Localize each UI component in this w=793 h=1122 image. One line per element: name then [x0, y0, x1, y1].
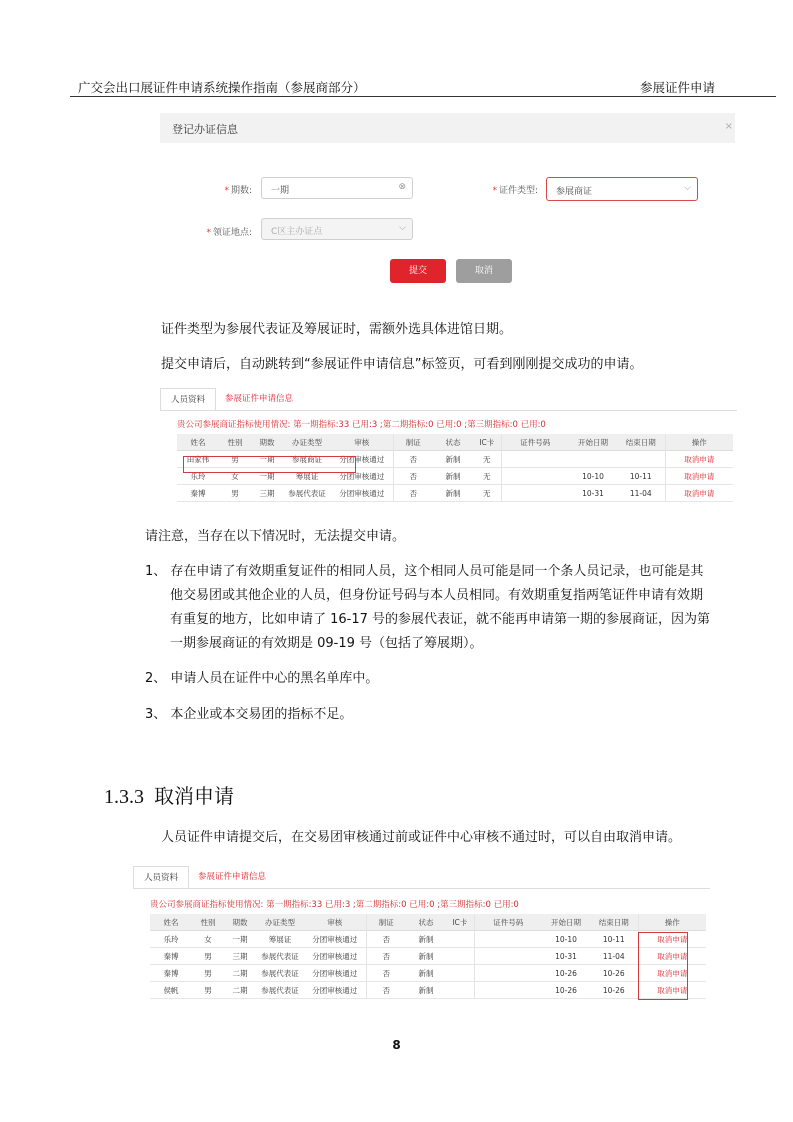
column-header: IC卡: [473, 434, 501, 451]
column-header: 证件号码: [474, 914, 542, 931]
clear-circle-icon[interactable]: ⊗: [398, 182, 406, 192]
cancel-application-link[interactable]: 取消申请: [638, 965, 706, 982]
submit-button[interactable]: 提交: [390, 259, 446, 283]
table-cell: 10-11: [590, 931, 638, 948]
paragraph-cert-type-note: 证件类型为参展代表证及筹展证时，需额外选具体进馆日期。: [161, 322, 513, 337]
section-number: 1.3.3: [104, 786, 144, 808]
application-table: [150, 914, 706, 999]
table-cell: 分团审核通过: [331, 468, 393, 485]
column-header: 操作: [665, 434, 733, 451]
tab-personnel[interactable]: 人员资料: [160, 388, 216, 410]
table-cell: [501, 485, 569, 502]
column-header: 状态: [433, 434, 473, 451]
table-cell: 新制: [433, 485, 473, 502]
table-cell: 一期: [251, 468, 283, 485]
table-cell: 一期: [251, 451, 283, 468]
table-cell: 否: [393, 485, 433, 502]
cancel-application-link[interactable]: 取消申请: [638, 931, 706, 948]
table-cell: [617, 451, 665, 468]
column-header: 办证类型: [256, 914, 304, 931]
tab-personnel[interactable]: 人员资料: [133, 866, 189, 888]
table-cell: 无: [473, 451, 501, 468]
list-item-1-line-3: 有重复的地方，比如申请了 16-17 号的参展代表证，就不能再申请第一期的参展商证，因为第: [170, 612, 711, 627]
table-row: [150, 931, 706, 948]
table-cell: 10-31: [569, 485, 617, 502]
table-cell: 10-10: [542, 931, 590, 948]
registration-form-screenshot: [160, 113, 735, 303]
section-title: 取消申请: [154, 784, 234, 808]
table-cell: 女: [192, 931, 224, 948]
table-cell: 男: [219, 485, 251, 502]
tab-application-info[interactable]: 参展证件申请信息: [197, 872, 266, 882]
table-cell: 二期: [224, 982, 256, 999]
table-cell: 三期: [224, 948, 256, 965]
table-cell: 分团审核通过: [331, 485, 393, 502]
table-cell: [446, 948, 474, 965]
table-cell: 筹展证: [283, 468, 331, 485]
table-cell: 否: [393, 451, 433, 468]
table-cell: 10-11: [617, 468, 665, 485]
table-row: [177, 451, 733, 468]
column-header: 制证: [393, 434, 433, 451]
table-cell: 分团审核通过: [331, 451, 393, 468]
table-cell: 无: [473, 468, 501, 485]
table-cell: 分团审核通过: [304, 965, 366, 982]
table-cell: [474, 948, 542, 965]
chevron-down-icon: ⌵: [684, 183, 691, 193]
table-header-row: [150, 914, 706, 931]
column-header: 期数: [251, 434, 283, 451]
table-cell: 二期: [224, 965, 256, 982]
table-cell: [474, 982, 542, 999]
paragraph-restrictions-intro: 请注意，当存在以下情况时，无法提交申请。: [145, 529, 406, 544]
table-cell: 新制: [433, 451, 473, 468]
table-cell: 参展商证: [283, 451, 331, 468]
table-cell: 一期: [224, 931, 256, 948]
table-cell: 女: [219, 468, 251, 485]
table-cell: 筹展证: [256, 931, 304, 948]
doc-header-section: 参展证件申请: [639, 80, 715, 95]
page-number: 8: [392, 1038, 401, 1052]
table-header-row: [177, 434, 733, 451]
table-cell: 参展代表证: [256, 965, 304, 982]
table-cell: [474, 965, 542, 982]
quota-status: 贵公司参展商证指标使用情况: 第一期指标:33 已用:3 ;第二期指标:0 已用:0 ;第三期指标:0 已用:0: [150, 900, 519, 910]
paragraph-cancel-description: 人员证件申请提交后，在交易团审核通过前或证件中心审核不通过时，可以自由取消申请。: [161, 830, 682, 845]
quota-status: 贵公司参展商证指标使用情况: 第一期指标:33 已用:3 ;第二期指标:0 已用:0 ;第三期指标:0 已用:0: [177, 420, 546, 430]
table-cell: 秦博: [177, 485, 219, 502]
table-cell: [446, 982, 474, 999]
table-cell: [501, 468, 569, 485]
list-item-3: 3、 本企业或本交易团的指标不足。: [145, 707, 353, 722]
period-value: 一期: [271, 186, 290, 196]
table-cell: 10-31: [542, 948, 590, 965]
tab-divider: [160, 410, 737, 411]
tab-divider: [133, 888, 710, 889]
table-cell: 田家伟: [177, 451, 219, 468]
list-item-1-line-4: 一期参展商证的有效期是 09-19 号（包括了筹展期）。: [170, 636, 483, 651]
column-header: 姓名: [177, 434, 219, 451]
list-item-1-line-2: 他交易团或其他企业的人员，但身份证号码与本人员相同。有效期重复指两笔证件申请有效期: [170, 588, 704, 603]
table-row: [150, 982, 706, 999]
close-icon[interactable]: ×: [724, 121, 733, 132]
table-cell: [569, 451, 617, 468]
list-item-1-line-1: 1、 存在申请了有效期重复证件的相同人员，这个相同人员可能是同一个条人员记录，也可能是其: [145, 564, 704, 579]
column-header: 办证类型: [283, 434, 331, 451]
column-header: 制证: [366, 914, 406, 931]
table-cell: [446, 965, 474, 982]
table-cell: 男: [219, 451, 251, 468]
doc-header-title: 广交会出口展证件申请系统操作指南（参展商部分）: [78, 80, 366, 95]
cancel-application-link[interactable]: 取消申请: [665, 468, 733, 485]
cert-type-label: * 证件类型:: [492, 186, 538, 196]
table-row: [177, 485, 733, 502]
column-header: 结束日期: [590, 914, 638, 931]
cancel-button[interactable]: 取消: [456, 259, 512, 283]
cancel-application-link[interactable]: 取消申请: [638, 948, 706, 965]
table-row: [150, 948, 706, 965]
tab-application-info[interactable]: 参展证件申请信息: [224, 394, 293, 404]
table-cell: 男: [192, 948, 224, 965]
table-cell: 新制: [406, 931, 446, 948]
period-label: * 期数:: [224, 186, 252, 196]
column-header: 性别: [192, 914, 224, 931]
table-cell: 侯帆: [150, 982, 192, 999]
column-header: 结束日期: [617, 434, 665, 451]
cancel-application-link[interactable]: 取消申请: [665, 451, 733, 468]
cert-type-value: 参展商证: [556, 187, 593, 197]
table-cell: 新制: [433, 468, 473, 485]
column-header: 开始日期: [542, 914, 590, 931]
column-header: 期数: [224, 914, 256, 931]
column-header: 审核: [304, 914, 366, 931]
table-cell: 11-04: [590, 948, 638, 965]
table-cell: 男: [192, 982, 224, 999]
table-cell: 新制: [406, 982, 446, 999]
cert-type-select[interactable]: [546, 177, 698, 201]
table-cell: 乐玲: [150, 931, 192, 948]
table-cell: 否: [366, 931, 406, 948]
column-header: 开始日期: [569, 434, 617, 451]
table-cell: 乐玲: [177, 468, 219, 485]
column-header: 操作: [638, 914, 706, 931]
table-cell: 三期: [251, 485, 283, 502]
table-cell: 参展代表证: [283, 485, 331, 502]
application-table-screenshot-1: [160, 388, 737, 513]
list-item-2: 2、 申请人员在证件中心的黑名单库中。: [145, 671, 379, 686]
table-cell: 否: [366, 965, 406, 982]
table-cell: 秦博: [150, 948, 192, 965]
table-cell: 否: [366, 982, 406, 999]
column-header: 姓名: [150, 914, 192, 931]
table-cell: 10-26: [542, 965, 590, 982]
table-cell: 分团审核通过: [304, 931, 366, 948]
table-cell: 无: [473, 485, 501, 502]
column-header: 审核: [331, 434, 393, 451]
cancel-application-link[interactable]: 取消申请: [665, 485, 733, 502]
application-table-screenshot-2: [133, 866, 710, 1006]
table-cell: 分团审核通过: [304, 982, 366, 999]
table-cell: 否: [366, 948, 406, 965]
column-header: 性别: [219, 434, 251, 451]
table-cell: [501, 451, 569, 468]
table-cell: 新制: [406, 965, 446, 982]
table-cell: 新制: [406, 948, 446, 965]
column-header: IC卡: [446, 914, 474, 931]
table-cell: [474, 931, 542, 948]
period-select[interactable]: [261, 177, 413, 199]
location-value: C区主办证点: [271, 227, 323, 237]
table-cell: 11-04: [617, 485, 665, 502]
table-cell: 10-10: [569, 468, 617, 485]
paragraph-submit-redirect: 提交申请后，自动跳转到“参展证件申请信息”标签页，可看到刚刚提交成功的申请。: [161, 357, 643, 372]
table-row: [177, 468, 733, 485]
table-row: [150, 965, 706, 982]
section-heading: [104, 780, 234, 809]
form-header: [160, 113, 735, 143]
table-cell: 参展代表证: [256, 948, 304, 965]
table-cell: 10-26: [590, 982, 638, 999]
table-cell: 10-26: [542, 982, 590, 999]
table-cell: 10-26: [590, 965, 638, 982]
column-header: 证件号码: [501, 434, 569, 451]
table-cell: 分团审核通过: [304, 948, 366, 965]
cancel-application-link[interactable]: 取消申请: [638, 982, 706, 999]
table-cell: [446, 931, 474, 948]
table-cell: 男: [192, 965, 224, 982]
application-table: [177, 434, 733, 502]
location-select[interactable]: [261, 218, 413, 240]
column-header: 状态: [406, 914, 446, 931]
location-label: * 领证地点:: [206, 228, 252, 238]
table-cell: 否: [393, 468, 433, 485]
table-cell: 秦博: [150, 965, 192, 982]
form-title: 登记办证信息: [172, 123, 238, 136]
chevron-down-icon: ⌵: [399, 223, 406, 233]
table-cell: 参展代表证: [256, 982, 304, 999]
header-divider: [70, 96, 776, 97]
